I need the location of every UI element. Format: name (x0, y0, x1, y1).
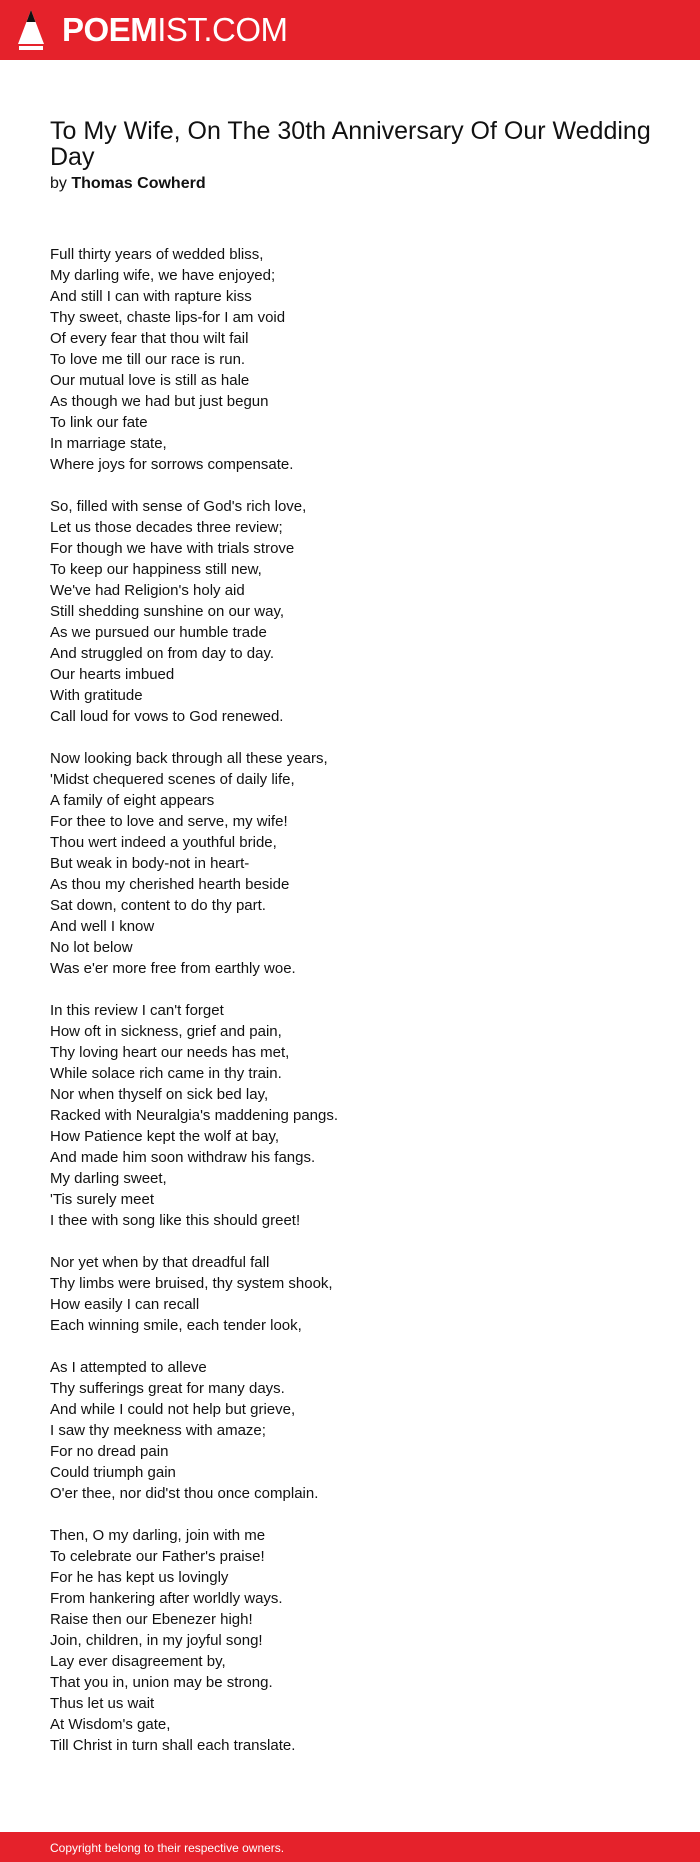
poem-line: Thou wert indeed a youthful bride, (50, 834, 277, 851)
poem-line: Sat down, content to do thy part. (50, 897, 266, 914)
poem-line: As though we had but just begun (50, 393, 269, 410)
poem-line: How Patience kept the wolf at bay, (50, 1128, 280, 1145)
poem-line: From hankering after worldly ways. (50, 1590, 283, 1607)
poem-line: Thy loving heart our needs has met, (50, 1044, 290, 1061)
poem-line: Then, O my darling, join with me (50, 1527, 266, 1544)
poem-line: To celebrate our Father's praise! (50, 1548, 265, 1565)
poem-line: But weak in body-not in heart- (50, 855, 250, 872)
poem-line: Racked with Neuralgia's maddening pangs. (50, 1107, 339, 1124)
poem-line: No lot below (50, 939, 133, 956)
poem-line: At Wisdom's gate, (50, 1716, 171, 1733)
poem-line: Let us those decades three review; (50, 519, 283, 536)
poem-line: How oft in sickness, grief and pain, (50, 1023, 282, 1040)
poem-line: As thou my cherished hearth beside (50, 876, 290, 893)
poem-line: Call loud for vows to God renewed. (50, 708, 284, 725)
poem-line: Still shedding sunshine on our way, (50, 603, 285, 620)
poem-stanza (50, 1252, 670, 1336)
poem-line: As I attempted to alleve (50, 1359, 207, 1376)
poem-line: I thee with song like this should greet! (50, 1212, 301, 1229)
poem-line: For thee to love and serve, my wife! (50, 813, 288, 830)
poem-stanza (50, 1000, 670, 1231)
poem-line: My darling sweet, (50, 1170, 167, 1187)
poem-line: Join, children, in my joyful song! (50, 1632, 263, 1649)
poem-stanza (50, 244, 670, 475)
poem-line: Full thirty years of wedded bliss, (50, 246, 264, 263)
poem-line: That you in, union may be strong. (50, 1674, 273, 1691)
poem-byline (50, 173, 206, 195)
poem-line: Our hearts imbued (50, 666, 175, 683)
poem-line: Now looking back through all these years, (50, 750, 328, 767)
poem-line: And struggled on from day to day. (50, 645, 275, 662)
poem-line: And made him soon withdraw his fangs. (50, 1149, 316, 1166)
poem-line: To keep our happiness still new, (50, 561, 262, 578)
poem-stanza (50, 1357, 670, 1504)
poem-line: Raise then our Ebenezer high! (50, 1611, 253, 1628)
site-footer (0, 1832, 700, 1862)
poem-line: A family of eight appears (50, 792, 215, 809)
poem-line: So, filled with sense of God's rich love, (50, 498, 307, 515)
site-header (0, 0, 700, 60)
poem-line: 'Tis surely meet (50, 1191, 154, 1208)
poem-line: And while I could not help but grieve, (50, 1401, 296, 1418)
poem-line: Of every fear that thou wilt fail (50, 330, 249, 347)
poem-line: Each winning smile, each tender look, (50, 1317, 302, 1334)
poem-line: For though we have with trials strove (50, 540, 295, 557)
poem-line: How easily I can recall (50, 1296, 200, 1313)
poem-line: Thus let us wait (50, 1695, 155, 1712)
poem-line: Our mutual love is still as hale (50, 372, 250, 389)
by-label: by (50, 175, 67, 192)
poem-line: Thy limbs were bruised, thy system shook, (50, 1275, 333, 1292)
brand-light-part: IST.COM (157, 11, 288, 48)
poem-line: And well I know (50, 918, 155, 935)
poem-line: Where joys for sorrows compensate. (50, 456, 294, 473)
copyright-notice: Copyright belong to their respective owners. (50, 1841, 285, 1855)
poem-line: In this review I can't forget (50, 1002, 224, 1019)
poem-line: Thy sweet, chaste lips-for I am void (50, 309, 286, 326)
poem-line: My darling wife, we have enjoyed; (50, 267, 276, 284)
poem-stanza (50, 496, 670, 727)
site-logo-text[interactable] (62, 9, 288, 51)
poem-line: I saw thy meekness with amaze; (50, 1422, 266, 1439)
poem-body (50, 244, 670, 1777)
author-name[interactable]: Thomas Cowherd (71, 175, 206, 192)
poem-line: We've had Religion's holy aid (50, 582, 245, 599)
poem-line: For he has kept us lovingly (50, 1569, 229, 1586)
poem-line: 'Midst chequered scenes of daily life, (50, 771, 295, 788)
poem-line: Nor when thyself on sick bed lay, (50, 1086, 269, 1103)
poem-line: Lay ever disagreement by, (50, 1653, 226, 1670)
poem-line: With gratitude (50, 687, 143, 704)
poem-line: Nor yet when by that dreadful fall (50, 1254, 270, 1271)
poem-line: O'er thee, nor did'st thou once complain. (50, 1485, 319, 1502)
poem-line: As we pursued our humble trade (50, 624, 267, 641)
poem-stanza (50, 1525, 670, 1756)
poem-line: To love me till our race is run. (50, 351, 246, 368)
brand-bold-part: POEM (62, 11, 158, 48)
poem-line: Thy sufferings great for many days. (50, 1380, 285, 1397)
poem-line: In marriage state, (50, 435, 167, 452)
pencil-tip-icon[interactable] (18, 10, 44, 52)
poem-stanza (50, 748, 670, 979)
poem-line: Till Christ in turn shall each translate. (50, 1737, 296, 1754)
poem-line: And still I can with rapture kiss (50, 288, 252, 305)
poem-title: To My Wife, On The 30th Anniversary Of Our Wedding Day (50, 117, 651, 171)
poem-line: While solace rich came in thy train. (50, 1065, 282, 1082)
poem-line: For no dread pain (50, 1443, 169, 1460)
poem-line: Could triumph gain (50, 1464, 176, 1481)
poem-line: Was e'er more free from earthly woe. (50, 960, 296, 977)
poem-line: To link our fate (50, 414, 148, 431)
